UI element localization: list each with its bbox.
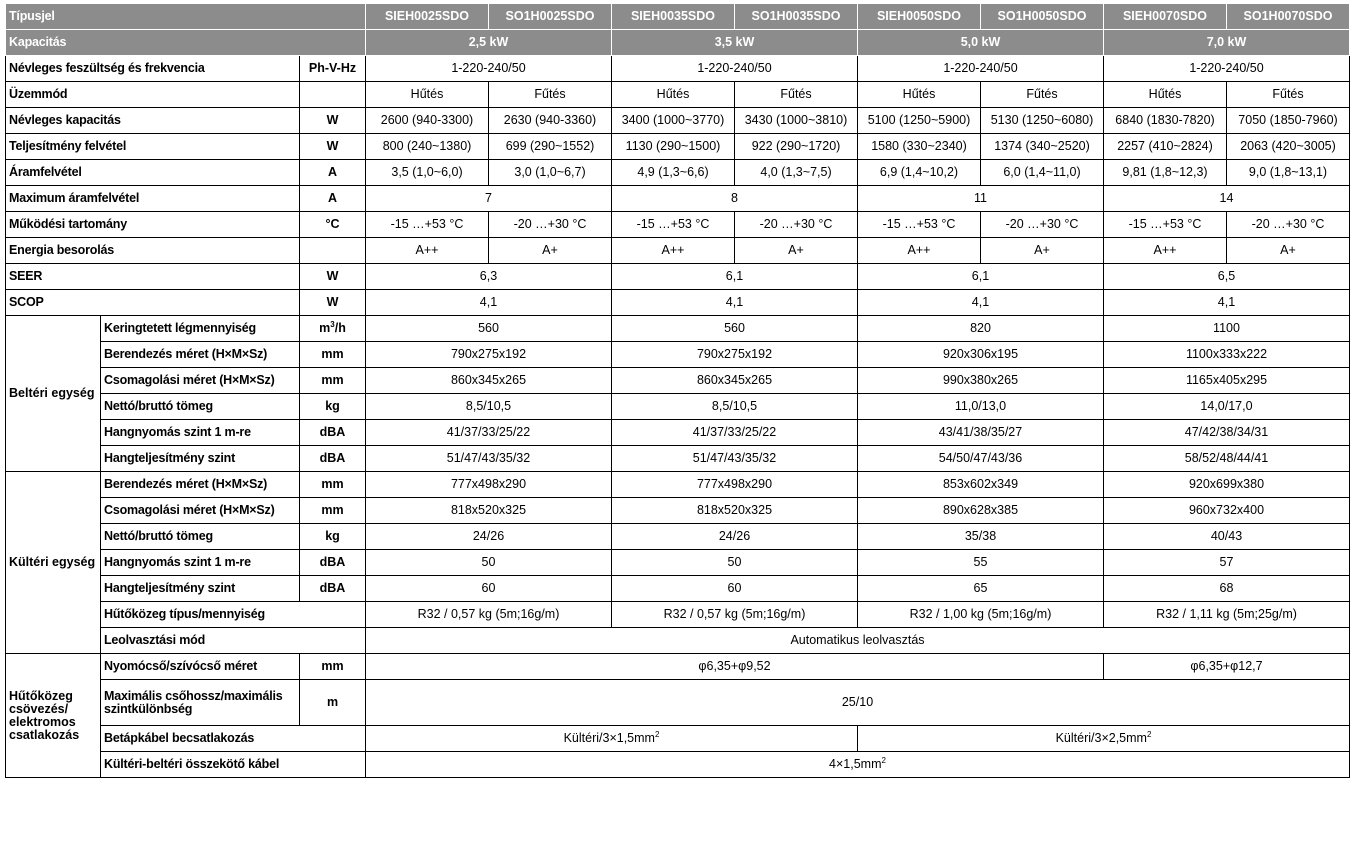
cell-value: A+ xyxy=(735,238,858,264)
cell-value: Hűtés xyxy=(366,82,489,108)
row-label: Üzemmód xyxy=(6,82,300,108)
table-row xyxy=(6,394,1350,420)
cell-value: 1-220-240/50 xyxy=(366,56,612,82)
row-label: Maximum áramfelvétel xyxy=(6,186,300,212)
model-name: SO1H0070SDO xyxy=(1227,4,1350,30)
row-label: Leolvasztási mód xyxy=(101,628,366,654)
cell-value: 818x520x325 xyxy=(612,498,858,524)
row-label: Működési tartomány xyxy=(6,212,300,238)
table-row xyxy=(6,316,1350,342)
row-unit: mm xyxy=(300,654,366,680)
row-unit: m xyxy=(300,680,366,726)
cell-value: A+ xyxy=(489,238,612,264)
row-unit: dBA xyxy=(300,446,366,472)
model-name: SIEH0050SDO xyxy=(858,4,981,30)
cell-value: 41/37/33/25/22 xyxy=(612,420,858,446)
table-row xyxy=(6,752,1350,778)
cell-value: 60 xyxy=(612,576,858,602)
unit-main: m xyxy=(319,321,331,335)
table-row xyxy=(6,56,1350,82)
cell-value: 4,1 xyxy=(1104,290,1350,316)
cell-value: 24/26 xyxy=(612,524,858,550)
model-name: SO1H0035SDO xyxy=(735,4,858,30)
row-label: Kültéri-beltéri összekötő kábel xyxy=(101,752,366,778)
cell-value: Hűtés xyxy=(1104,82,1227,108)
row-unit xyxy=(300,238,366,264)
cell-value: 860x345x265 xyxy=(612,368,858,394)
row-label: SCOP xyxy=(6,290,300,316)
unit-tail: /h xyxy=(334,321,346,335)
model-name: SIEH0070SDO xyxy=(1104,4,1227,30)
table-row xyxy=(6,342,1350,368)
cell-value: 2600 (940-3300) xyxy=(366,108,489,134)
superscript: 2 xyxy=(1146,729,1152,739)
table-row xyxy=(6,238,1350,264)
cell-value: 2257 (410~2824) xyxy=(1104,134,1227,160)
table-row xyxy=(6,290,1350,316)
cell-value: 68 xyxy=(1104,576,1350,602)
cell-value: 35/38 xyxy=(858,524,1104,550)
row-unit: °C xyxy=(300,212,366,238)
cell-value: Fűtés xyxy=(489,82,612,108)
row-unit: W xyxy=(300,290,366,316)
cell-value: 560 xyxy=(366,316,612,342)
row-label: Betápkábel becsatlakozás xyxy=(101,726,366,752)
unit-superscript: 3 xyxy=(330,319,335,329)
cell-value: 7 xyxy=(366,186,612,212)
cell-value: 8,5/10,5 xyxy=(612,394,858,420)
cable-value: Kültéri/3×2,5mm xyxy=(1055,731,1147,745)
cell-value: 1580 (330~2340) xyxy=(858,134,981,160)
row-label: SEER xyxy=(6,264,300,290)
cell-value: 790x275x192 xyxy=(366,342,612,368)
cell-value: -20 …+30 °C xyxy=(489,212,612,238)
row-unit: mm xyxy=(300,342,366,368)
cell-value: A++ xyxy=(1104,238,1227,264)
cell-value: 3,5 (1,0~6,0) xyxy=(366,160,489,186)
cell-value xyxy=(858,726,1350,752)
cell-value: 9,81 (1,8~12,3) xyxy=(1104,160,1227,186)
cell-value: 11,0/13,0 xyxy=(858,394,1104,420)
row-unit: W xyxy=(300,108,366,134)
cell-value: 43/41/38/35/27 xyxy=(858,420,1104,446)
cell-value: 1374 (340~2520) xyxy=(981,134,1104,160)
cell-value: 1165x405x295 xyxy=(1104,368,1350,394)
row-label: Hangnyomás szint 1 m-re xyxy=(101,550,300,576)
cell-value: 820 xyxy=(858,316,1104,342)
cell-value: 6,5 xyxy=(1104,264,1350,290)
cell-value: R32 / 0,57 kg (5m;16g/m) xyxy=(612,602,858,628)
row-label: Energia besorolás xyxy=(6,238,300,264)
outdoor-group-label: Kültéri egység xyxy=(6,472,101,654)
cell-value: 4,1 xyxy=(366,290,612,316)
row-unit: W xyxy=(300,134,366,160)
cell-value: A++ xyxy=(366,238,489,264)
cell-value: Hűtés xyxy=(612,82,735,108)
row-label: Nyomócső/szívócső méret xyxy=(101,654,300,680)
cell-value: A++ xyxy=(612,238,735,264)
row-label: Csomagolási méret (H×M×Sz) xyxy=(101,498,300,524)
cell-value: 790x275x192 xyxy=(612,342,858,368)
cell-value: 54/50/47/43/36 xyxy=(858,446,1104,472)
cell-value: 24/26 xyxy=(366,524,612,550)
cell-value: 60 xyxy=(366,576,612,602)
cell-value: 8,5/10,5 xyxy=(366,394,612,420)
cell-value: 9,0 (1,8~13,1) xyxy=(1227,160,1350,186)
row-label: Teljesítmény felvétel xyxy=(6,134,300,160)
row-unit xyxy=(300,316,366,342)
cell-value: -20 …+30 °C xyxy=(981,212,1104,238)
row-unit: W xyxy=(300,264,366,290)
row-unit: mm xyxy=(300,472,366,498)
cell-value: 41/37/33/25/22 xyxy=(366,420,612,446)
cell-value xyxy=(366,752,1350,778)
cell-value: 5130 (1250~6080) xyxy=(981,108,1104,134)
cell-value: 3,0 (1,0~6,7) xyxy=(489,160,612,186)
cell-value: -15 …+53 °C xyxy=(1104,212,1227,238)
cell-value: 6,0 (1,4~11,0) xyxy=(981,160,1104,186)
capacity-value: 7,0 kW xyxy=(1104,30,1350,56)
cell-value: 800 (240~1380) xyxy=(366,134,489,160)
cell-value: φ6,35+φ9,52 xyxy=(366,654,1104,680)
cell-value: φ6,35+φ12,7 xyxy=(1104,654,1350,680)
cable-value: Kültéri/3×1,5mm xyxy=(563,731,655,745)
cell-value: 14,0/17,0 xyxy=(1104,394,1350,420)
cell-value xyxy=(366,726,858,752)
row-label: Keringtetett légmennyiség xyxy=(101,316,300,342)
cell-value: 990x380x265 xyxy=(858,368,1104,394)
row-unit: A xyxy=(300,186,366,212)
cell-value: 4,1 xyxy=(858,290,1104,316)
table-row xyxy=(6,420,1350,446)
cell-value: Fűtés xyxy=(981,82,1104,108)
row-label: Névleges kapacitás xyxy=(6,108,300,134)
cell-value: A+ xyxy=(1227,238,1350,264)
cell-value: 853x602x349 xyxy=(858,472,1104,498)
model-name: SIEH0035SDO xyxy=(612,4,735,30)
cell-value: -20 …+30 °C xyxy=(1227,212,1350,238)
cell-value: 960x732x400 xyxy=(1104,498,1350,524)
table-row xyxy=(6,82,1350,108)
cell-value: 1-220-240/50 xyxy=(858,56,1104,82)
row-label: Hangnyomás szint 1 m-re xyxy=(101,420,300,446)
capacity-value: 2,5 kW xyxy=(366,30,612,56)
table-row xyxy=(6,576,1350,602)
table-row xyxy=(6,160,1350,186)
cell-value: 890x628x385 xyxy=(858,498,1104,524)
model-name: SIEH0025SDO xyxy=(366,4,489,30)
cell-value: 6,1 xyxy=(858,264,1104,290)
cell-value: -15 …+53 °C xyxy=(612,212,735,238)
table-row xyxy=(6,108,1350,134)
table-row xyxy=(6,602,1350,628)
cell-value: 14 xyxy=(1104,186,1350,212)
row-unit: kg xyxy=(300,394,366,420)
cell-value: 6,3 xyxy=(366,264,612,290)
row-label: Maximális csőhossz/maximális szintkülönbség xyxy=(101,680,300,726)
row-label: Berendezés méret (H×M×Sz) xyxy=(101,342,300,368)
row-unit: kg xyxy=(300,524,366,550)
cell-value: 6840 (1830-7820) xyxy=(1104,108,1227,134)
row-label: Berendezés méret (H×M×Sz) xyxy=(101,472,300,498)
cell-value: 4,9 (1,3~6,6) xyxy=(612,160,735,186)
indoor-group-label: Beltéri egység xyxy=(6,316,101,472)
cell-value: 4,0 (1,3~7,5) xyxy=(735,160,858,186)
cell-value: Automatikus leolvasztás xyxy=(366,628,1350,654)
cell-value: 57 xyxy=(1104,550,1350,576)
cell-value: -20 …+30 °C xyxy=(735,212,858,238)
cell-value: A+ xyxy=(981,238,1104,264)
cell-value: 3430 (1000~3810) xyxy=(735,108,858,134)
cell-value: -15 …+53 °C xyxy=(366,212,489,238)
cell-value: 777x498x290 xyxy=(366,472,612,498)
table-row xyxy=(6,368,1350,394)
row-label: Hangteljesítmény szint xyxy=(101,576,300,602)
cell-value: 1100x333x222 xyxy=(1104,342,1350,368)
model-header-row xyxy=(6,4,1350,30)
cell-value: 1100 xyxy=(1104,316,1350,342)
cell-value: 11 xyxy=(858,186,1104,212)
cell-value: 860x345x265 xyxy=(366,368,612,394)
cell-value: R32 / 1,11 kg (5m;25g/m) xyxy=(1104,602,1350,628)
row-unit: A xyxy=(300,160,366,186)
row-label: Hangteljesítmény szint xyxy=(101,446,300,472)
capacity-header-row xyxy=(6,30,1350,56)
table-row xyxy=(6,264,1350,290)
table-row xyxy=(6,680,1350,726)
cell-value: 40/43 xyxy=(1104,524,1350,550)
cell-value: 2630 (940-3360) xyxy=(489,108,612,134)
table-row xyxy=(6,472,1350,498)
cell-value: 1130 (290~1500) xyxy=(612,134,735,160)
cell-value: R32 / 0,57 kg (5m;16g/m) xyxy=(366,602,612,628)
table-row xyxy=(6,550,1350,576)
cell-value: 1-220-240/50 xyxy=(612,56,858,82)
table-row xyxy=(6,628,1350,654)
cell-value: 47/42/38/34/31 xyxy=(1104,420,1350,446)
cell-value: 3400 (1000~3770) xyxy=(612,108,735,134)
table-row xyxy=(6,524,1350,550)
row-label: Nettó/bruttó tömeg xyxy=(101,524,300,550)
table-row xyxy=(6,726,1350,752)
cell-value: 922 (290~1720) xyxy=(735,134,858,160)
cell-value: 7050 (1850-7960) xyxy=(1227,108,1350,134)
cell-value: 4,1 xyxy=(612,290,858,316)
cell-value: 51/47/43/35/32 xyxy=(366,446,612,472)
cell-value: 58/52/48/44/41 xyxy=(1104,446,1350,472)
cell-value: 818x520x325 xyxy=(366,498,612,524)
superscript: 2 xyxy=(881,755,886,765)
row-label: Nettó/bruttó tömeg xyxy=(101,394,300,420)
cell-value: R32 / 1,00 kg (5m;16g/m) xyxy=(858,602,1104,628)
table-row xyxy=(6,654,1350,680)
superscript: 2 xyxy=(654,729,660,739)
row-label: Névleges feszültség és frekvencia xyxy=(6,56,300,82)
cable-value: 4×1,5mm xyxy=(829,757,882,771)
row-unit xyxy=(300,82,366,108)
row-label: Hűtőközeg típus/mennyiség xyxy=(101,602,366,628)
type-label: Típusjel xyxy=(6,4,366,30)
cell-value: 5100 (1250~5900) xyxy=(858,108,981,134)
row-unit: mm xyxy=(300,368,366,394)
cell-value: 8 xyxy=(612,186,858,212)
cell-value: 6,1 xyxy=(612,264,858,290)
piping-group-label: Hűtőközeg csövezés/ elektromos csatlakozás xyxy=(6,654,101,778)
cell-value: 50 xyxy=(366,550,612,576)
cell-value: 2063 (420~3005) xyxy=(1227,134,1350,160)
cell-value: 55 xyxy=(858,550,1104,576)
capacity-value: 5,0 kW xyxy=(858,30,1104,56)
cell-value: Fűtés xyxy=(735,82,858,108)
cell-value: 699 (290~1552) xyxy=(489,134,612,160)
capacity-value: 3,5 kW xyxy=(612,30,858,56)
cell-value: 560 xyxy=(612,316,858,342)
model-name: SO1H0050SDO xyxy=(981,4,1104,30)
cell-value: 51/47/43/35/32 xyxy=(612,446,858,472)
table-row xyxy=(6,446,1350,472)
row-unit: mm xyxy=(300,498,366,524)
cell-value: 1-220-240/50 xyxy=(1104,56,1350,82)
model-name: SO1H0025SDO xyxy=(489,4,612,30)
row-unit: dBA xyxy=(300,420,366,446)
cell-value: Hűtés xyxy=(858,82,981,108)
cell-value: 777x498x290 xyxy=(612,472,858,498)
spec-table xyxy=(5,3,1350,778)
row-label: Csomagolási méret (H×M×Sz) xyxy=(101,368,300,394)
cell-value: 50 xyxy=(612,550,858,576)
cell-value: -15 …+53 °C xyxy=(858,212,981,238)
table-row xyxy=(6,498,1350,524)
table-row xyxy=(6,186,1350,212)
table-row xyxy=(6,212,1350,238)
cell-value: 6,9 (1,4~10,2) xyxy=(858,160,981,186)
cell-value: Fűtés xyxy=(1227,82,1350,108)
cell-value: 25/10 xyxy=(366,680,1350,726)
cell-value: 920x699x380 xyxy=(1104,472,1350,498)
cell-value: A++ xyxy=(858,238,981,264)
row-unit: Ph-V-Hz xyxy=(300,56,366,82)
capacity-label: Kapacitás xyxy=(6,30,366,56)
table-row xyxy=(6,134,1350,160)
row-label: Áramfelvétel xyxy=(6,160,300,186)
cell-value: 65 xyxy=(858,576,1104,602)
cell-value: 920x306x195 xyxy=(858,342,1104,368)
row-unit: dBA xyxy=(300,576,366,602)
row-unit: dBA xyxy=(300,550,366,576)
